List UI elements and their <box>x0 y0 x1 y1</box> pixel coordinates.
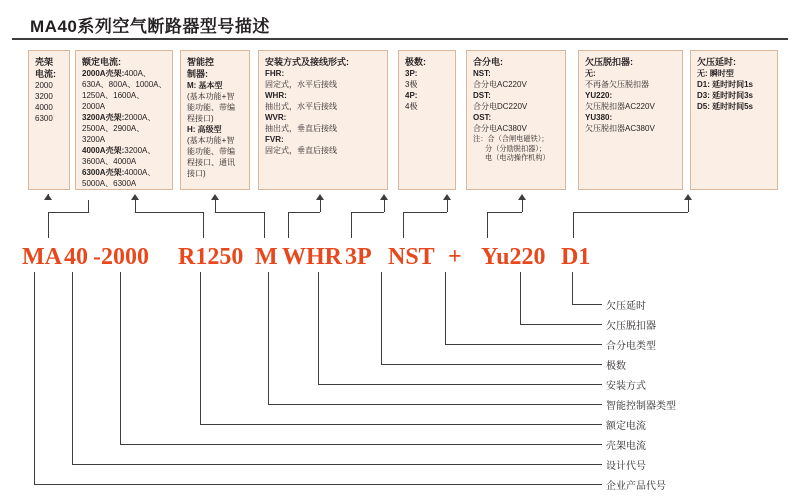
legend-line: 欠压脱扣器AC220V <box>585 102 655 111</box>
leader-closing-type <box>445 344 602 345</box>
connector-poles <box>351 212 384 213</box>
connector-rated-current <box>135 212 203 213</box>
legend-line: 3极 <box>405 80 418 89</box>
legend-box-closing-opening-power <box>466 50 566 190</box>
connector-uv-release <box>522 200 523 212</box>
legend-line: WHR: <box>265 91 287 100</box>
leader-uv-release <box>520 272 521 324</box>
legend-box-undervoltage-delay <box>690 50 778 190</box>
leader-design-code <box>72 464 602 465</box>
legend-line: 抽出式，水平后接线 <box>265 102 337 111</box>
connector-closing <box>403 212 404 238</box>
legend-box-mounting-wiring <box>258 50 388 190</box>
legend-line: 程接口、通讯 <box>187 158 235 167</box>
callout-undervoltage-release: 欠压脱扣器 <box>606 321 656 332</box>
legend-line: 固定式，水平后接线 <box>265 80 337 89</box>
legend-line: 4000 <box>35 103 53 112</box>
legend-line: 固定式，垂直后接线 <box>265 146 337 155</box>
legend-line: 1250A、1600A、2000A <box>82 91 145 111</box>
legend-line: 4P: <box>405 91 418 100</box>
legend-line: 3600A、4000A <box>82 157 137 166</box>
code-d1: D1 <box>561 244 591 270</box>
connector-mounting <box>288 212 289 238</box>
legend-note: 分（分励脱扣器）； <box>485 143 547 153</box>
legend-line: 不再备欠压脱扣器 <box>585 80 649 89</box>
title-divider <box>12 38 788 40</box>
connector-poles <box>384 200 385 212</box>
callout-poles: 极数 <box>606 361 626 372</box>
legend-note: 电（电动操作机构） <box>485 153 550 162</box>
legend-line: FHR: <box>265 69 285 78</box>
legend-box-rated-current <box>75 50 173 190</box>
legend-line: 3P: <box>405 69 418 78</box>
legend-line: 抽出式，垂直后接线 <box>265 124 337 133</box>
code-nst: NST <box>388 244 435 270</box>
legend-line: 2500A、2900A、3200A <box>82 124 145 144</box>
connector-closing <box>403 212 447 213</box>
legend-line: 电流: <box>35 69 56 79</box>
legend-line: 5000A、6300A <box>82 179 137 188</box>
legend-line: 欠压延时: <box>697 57 736 67</box>
legend-line: (基本功能+智 <box>187 92 235 101</box>
legend-line: 2000A壳架: <box>82 69 125 78</box>
legend-line: 程接口) <box>187 114 214 123</box>
legend-line: 3200A壳架: <box>82 113 125 122</box>
legend-line: FVR: <box>265 135 284 144</box>
connector-mounting <box>288 212 320 213</box>
leader-mounting <box>318 384 602 385</box>
leader-controller-type <box>268 272 269 404</box>
code-2000: -2000 <box>93 244 149 270</box>
leader-uv-delay <box>572 272 573 304</box>
connector-frame-current <box>48 212 49 238</box>
legend-line: 4000A壳架: <box>82 146 125 155</box>
connector-frame-current <box>88 200 89 213</box>
legend-line: NST: <box>473 69 491 78</box>
legend-line: 壳架 <box>35 57 54 67</box>
callout-controller-type: 智能控制器类型 <box>606 401 676 412</box>
callout-mounting: 安装方式 <box>606 381 646 392</box>
legend-line: D1: 延时时间1s <box>697 80 754 89</box>
leader-uv-release <box>520 324 602 325</box>
legend-line: H: 高级型 <box>187 125 222 134</box>
legend-line: 制器: <box>187 69 208 79</box>
code-3p: 3P <box>345 244 372 270</box>
callout-enterprise-code: 企业产品代号 <box>606 481 666 492</box>
code-40: 40 <box>64 244 88 270</box>
legend-line: D3: 延时时间3s <box>697 91 754 100</box>
legend-line: 能功能、带编 <box>187 103 235 112</box>
connector-uv-release <box>487 212 488 238</box>
legend-box-frame-current <box>28 50 70 190</box>
connector-frame-current-stem <box>48 194 49 200</box>
connector-uv-delay <box>688 200 689 212</box>
legend-line: 2000 <box>35 81 53 90</box>
legend-line: 630A、800A、1000A、 <box>82 80 167 89</box>
code-yu220: Yu220 <box>481 244 546 270</box>
legend-line: DST: <box>473 91 491 100</box>
legend-line: YU220: <box>585 91 613 100</box>
connector-uv-delay <box>573 212 688 213</box>
connector-poles <box>351 212 352 238</box>
legend-line: 3200A、 <box>124 146 156 155</box>
connector-controller <box>215 212 264 213</box>
legend-line: 安装方式及接线形式: <box>265 57 349 67</box>
legend-line: 2000A、 <box>124 113 156 122</box>
legend-line: 4极 <box>405 102 418 111</box>
connector-controller <box>215 200 216 212</box>
legend-line: 3200 <box>35 92 53 101</box>
legend-line: 6300A壳架: <box>82 168 125 177</box>
legend-line: 6300 <box>35 114 53 123</box>
legend-line: 400A、 <box>124 69 151 78</box>
page-title: MA40系列空气断路器型号描述 <box>30 17 270 36</box>
leader-design-code <box>72 272 73 464</box>
leader-frame-current <box>120 272 121 444</box>
leader-rated-current <box>200 424 602 425</box>
leader-uv-delay <box>572 304 602 305</box>
connector-controller <box>264 212 265 238</box>
leader-enterprise-code <box>34 272 35 484</box>
code-r1250: R1250 <box>178 244 244 270</box>
legend-line: 能功能、带编 <box>187 147 235 156</box>
leader-frame-current <box>120 444 602 445</box>
legend-line: 4000A、 <box>124 168 156 177</box>
connector-rated-current <box>203 212 204 238</box>
connector-frame-current <box>48 212 88 213</box>
legend-line: 无: 瞬时型 <box>697 69 734 78</box>
leader-enterprise-code <box>34 484 602 485</box>
code-ma: MA <box>22 244 62 270</box>
legend-line: 智能控 <box>187 57 215 67</box>
legend-line: 合分电DC220V <box>473 102 528 111</box>
legend-line: 无: <box>585 69 596 78</box>
connector-mounting <box>320 200 321 212</box>
legend-box-undervoltage-release <box>578 50 683 190</box>
leader-rated-current <box>200 272 201 424</box>
legend-line: 额定电流: <box>82 57 121 67</box>
legend-line: 欠压脱扣器AC380V <box>585 124 655 133</box>
leader-poles <box>381 364 602 365</box>
leader-mounting <box>318 272 319 384</box>
legend-line: (基本功能+智 <box>187 136 235 145</box>
leader-controller-type <box>268 404 602 405</box>
callout-undervoltage-delay: 欠压延时 <box>606 301 646 312</box>
legend-line: OST: <box>473 113 492 122</box>
callout-closing-opening-type: 合分电类型 <box>606 341 656 352</box>
connector-rated-current <box>135 200 136 212</box>
leader-poles <box>381 272 382 364</box>
connector-uv-delay <box>573 212 574 238</box>
legend-box-poles <box>398 50 456 190</box>
callout-frame-current: 壳架电流 <box>606 441 646 452</box>
legend-line: 合分电AC220V <box>473 80 527 89</box>
legend-line: WVR: <box>265 113 287 122</box>
legend-line: D5: 延时时间5s <box>697 102 754 111</box>
legend-line: YU380: <box>585 113 613 122</box>
connector-closing <box>447 200 448 212</box>
legend-box-intelligent-controller <box>180 50 250 190</box>
legend-line: 合分电: <box>473 57 503 67</box>
code-plus: + <box>448 244 462 270</box>
callout-rated-current: 额定电流 <box>606 421 646 432</box>
legend-line: M: 基本型 <box>187 81 223 90</box>
legend-line: 极数: <box>405 57 426 67</box>
leader-closing-type <box>445 272 446 344</box>
code-whr: WHR <box>282 244 342 270</box>
callout-design-code: 设计代号 <box>606 461 646 472</box>
legend-line: 合分电AC380V <box>473 124 527 133</box>
legend-line: 接口) <box>187 169 206 178</box>
code-m: M <box>255 244 278 270</box>
legend-line: 欠压脱扣器: <box>585 57 633 67</box>
connector-uv-release <box>487 212 522 213</box>
legend-note: 注：合（合闸电磁铁）； <box>473 134 549 143</box>
